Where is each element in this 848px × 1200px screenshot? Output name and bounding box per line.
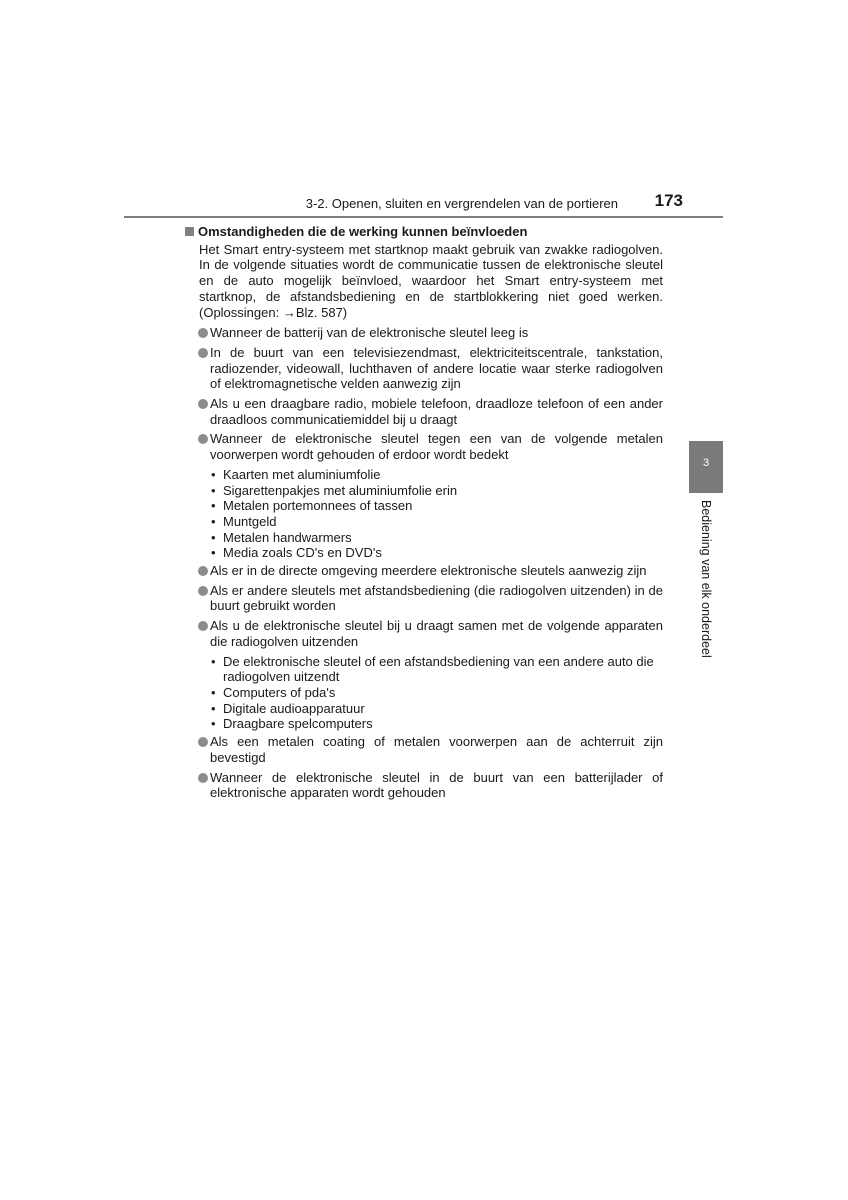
sub-list-item-text: Computers of pda's (223, 684, 336, 700)
section-heading (185, 224, 663, 240)
sub-list-item (185, 530, 663, 546)
small-bullet-icon: • (211, 684, 216, 700)
intro-paragraph: Het Smart entry-systeem met startknop maakt gebruik van zwakke radiogolven. In de volgende situaties wordt de communicatie tussen de elektronische sleutel en de auto mogelijk beïnvloed, waardoor het Smart entry-systeem met startknop, de afstandsbediening en de startblokkering niet goed werken. (Oplossingen: →Blz. 587) (199, 241, 663, 320)
circle-bullet-icon (198, 348, 208, 358)
chapter-number: 3 (702, 457, 710, 469)
list-item-text: Als u de elektronische sleutel bij u draagt samen met de volgende apparaten die radiogolven uitzenden (210, 618, 663, 649)
circle-bullet-icon (198, 328, 208, 338)
small-bullet-icon: • (211, 545, 216, 561)
list-item-text: Wanneer de batterij van de elektronische sleutel leeg is (210, 325, 529, 341)
circle-bullet-icon (198, 566, 208, 576)
section-title: 3-2. Openen, sluiten en vergrendelen van de portieren (305, 196, 618, 211)
small-bullet-icon: • (211, 653, 216, 669)
list-item (185, 431, 663, 462)
sub-list-item-text: De elektronische sleutel of een afstandsbediening van een andere auto die radiogolven uitzendt (223, 653, 654, 685)
heading-text: Omstandigheden die de werking kunnen beïnvloeden (198, 224, 528, 239)
small-bullet-icon: • (211, 529, 216, 545)
list-item-text: Als er andere sleutels met afstandsbediening (die radiogolven uitzenden) in de buurt gebruikt worden (210, 582, 663, 614)
sub-list-item (185, 483, 663, 499)
page-header (124, 188, 723, 218)
sub-list-item (185, 716, 663, 732)
sub-list-item-text: Metalen portemonnees of tassen (223, 498, 413, 514)
list-item-text: Wanneer de elektronische sleutel tegen een van de volgende metalen voorwerpen wordt gehouden of erdoor wordt bedekt (210, 431, 663, 463)
circle-bullet-icon (198, 737, 208, 747)
sub-list-item-text: Draagbare spelcomputers (223, 716, 373, 732)
sub-list-item-text: Metalen handwarmers (223, 529, 352, 545)
sub-list-item (185, 654, 663, 685)
sub-list-item-text: Muntgeld (223, 513, 277, 529)
chapter-tab (689, 441, 723, 493)
list-item-text: Als u een draagbare radio, mobiele telefoon, draadloze telefoon of een ander draadloos communicatiemiddel bij u draagt (210, 396, 663, 427)
small-bullet-icon: • (211, 700, 216, 716)
sub-list-item-text: Kaarten met aluminiumfolie (223, 466, 381, 482)
list-item (185, 563, 663, 579)
small-bullet-icon: • (211, 513, 216, 529)
list-item (185, 583, 663, 614)
small-bullet-icon: • (211, 498, 216, 514)
list-item (185, 770, 663, 801)
small-bullet-icon: • (211, 482, 216, 498)
sub-list-item (185, 701, 663, 717)
circle-bullet-icon (198, 621, 208, 631)
list-item (185, 618, 663, 649)
circle-bullet-icon (198, 399, 208, 409)
list-item (185, 345, 663, 392)
list-item-text: Als een metalen coating of metalen voorwerpen aan de achterruit zijn bevestigd (210, 734, 663, 765)
list-item-text: In de buurt van een televisiezendmast, elektriciteitscentrale, tankstation, radiozender, videowall, luchthaven of andere locatie waar sterke radiogolven of elektromagnetische velden aanwezig zijn (210, 344, 663, 392)
list-item (185, 396, 663, 427)
sub-list (185, 654, 663, 733)
square-bullet-icon (185, 227, 194, 236)
circle-bullet-icon (198, 773, 208, 783)
sub-list-item (185, 467, 663, 483)
circle-bullet-icon (198, 434, 208, 444)
sub-list-item-text: Digitale audioapparatuur (223, 700, 365, 716)
small-bullet-icon: • (211, 716, 216, 732)
page-number: 173 (654, 191, 683, 210)
sub-list-item (185, 498, 663, 514)
sub-list-item (185, 545, 663, 561)
sub-list-item (185, 685, 663, 701)
list-item-text: Als er in de directe omgeving meerdere elektronische sleutels aanwezig zijn (210, 563, 647, 579)
sub-list-item (185, 514, 663, 530)
list-item-text: Wanneer de elektronische sleutel in de buurt van een batterijlader of elektronische apparaten wordt gehouden (210, 769, 663, 801)
main-content (185, 224, 663, 805)
condition-list (185, 325, 663, 801)
sub-list (185, 467, 663, 561)
sub-list-item-text: Media zoals CD's en DVD's (223, 545, 382, 561)
list-item (185, 734, 663, 765)
circle-bullet-icon (198, 586, 208, 596)
list-item (185, 325, 663, 341)
chapter-tab-label: Bediening van elk onderdeel (699, 500, 713, 658)
small-bullet-icon: • (211, 466, 216, 482)
sub-list-item-text: Sigarettenpakjes met aluminiumfolie erin (223, 482, 458, 498)
